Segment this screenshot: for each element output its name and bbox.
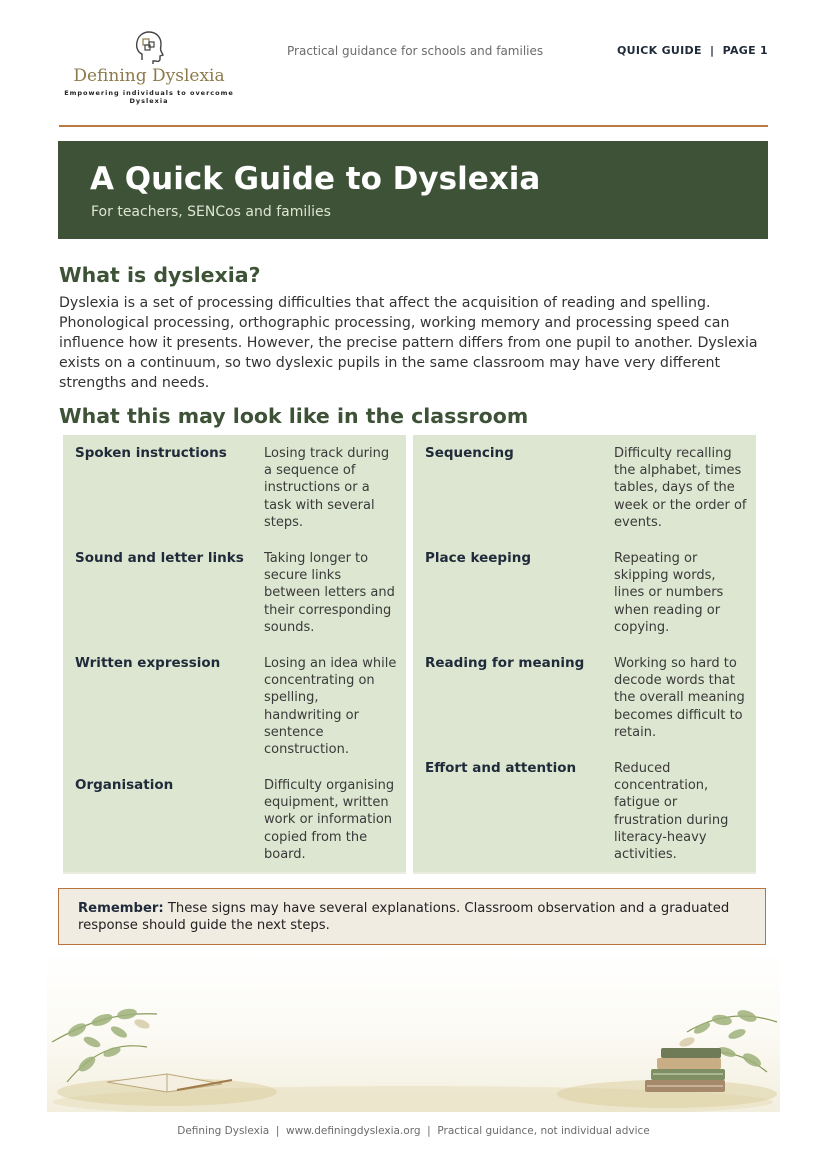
sign-term: Sound and letter links	[75, 550, 244, 566]
sign-term: Written expression	[75, 655, 221, 671]
sign-term: Organisation	[75, 777, 174, 793]
signs-column-left	[63, 435, 406, 874]
page-header	[59, 30, 768, 120]
section-heading-classroom: What this may look like in the classroom	[59, 404, 529, 428]
page-title: A Quick Guide to Dyslexia	[90, 161, 541, 197]
logo-name: Defining Dyslexia	[73, 66, 225, 86]
remember-label: Remember:	[78, 901, 164, 916]
header-divider	[59, 125, 768, 127]
title-banner	[58, 141, 768, 239]
page-subtitle: For teachers, SENCos and families	[91, 204, 331, 220]
sign-description: Taking longer to secure links between letters and their corresponding sounds.	[264, 551, 395, 635]
remember-text	[78, 900, 748, 934]
sign-description: Difficulty recalling the alphabet, times tables, days of the week or the order of events.	[614, 446, 747, 530]
section-body-what-is: Dyslexia is a set of processing difficulties that affect the acquisition of reading and spelling. Phonological processing, orthographic processing, working memory and processing speed can influence how it presents. However, the precise pattern differs from one pupil to another. Dyslexia exists on a continuum, so two dyslexic pupils in the same classroom may have very different strengths and needs.	[59, 295, 758, 391]
sign-term: Effort and attention	[425, 760, 577, 776]
sign-description: Repeating or skipping words, lines or numbers when reading or copying.	[614, 551, 724, 635]
header-tagline: Practical guidance for schools and families	[287, 44, 544, 58]
sign-description: Reduced concentration, fatigue or frustration during literacy-heavy activities.	[614, 761, 729, 863]
logo-tagline: Empowering individuals to overcome Dyslexia	[64, 89, 234, 105]
sign-description: Losing track during a sequence of instructions or a task with several steps.	[264, 446, 390, 530]
remember-callout	[58, 888, 766, 945]
sign-term: Place keeping	[425, 550, 531, 566]
remember-body: These signs may have several explanations. Classroom observation and a graduated response should guide the next steps.	[78, 901, 730, 933]
sign-description: Difficulty organising equipment, written work or information copied from the board.	[264, 778, 395, 862]
sign-term: Sequencing	[425, 445, 514, 461]
page-label: QUICK GUIDE | PAGE 1	[616, 44, 768, 57]
illustration-art	[47, 952, 780, 1112]
sign-description: Losing an idea while concentrating on spelling, handwriting or sentence construction.	[264, 656, 397, 758]
sign-description: Working so hard to decode words that the overall meaning becomes difficult to retain.	[614, 656, 745, 740]
watercolour-books-leaves-illustration	[47, 952, 780, 1112]
logo	[59, 30, 239, 115]
head-puzzle-icon	[132, 30, 166, 64]
sign-term: Reading for meaning	[425, 655, 585, 671]
section-heading-what-is: What is dyslexia?	[59, 263, 261, 287]
page-footer: Defining Dyslexia | www.definingdyslexia.org | Practical guidance, not individual advice	[177, 1125, 650, 1137]
signs-column-right	[413, 435, 756, 874]
sign-term: Spoken instructions	[75, 445, 227, 461]
